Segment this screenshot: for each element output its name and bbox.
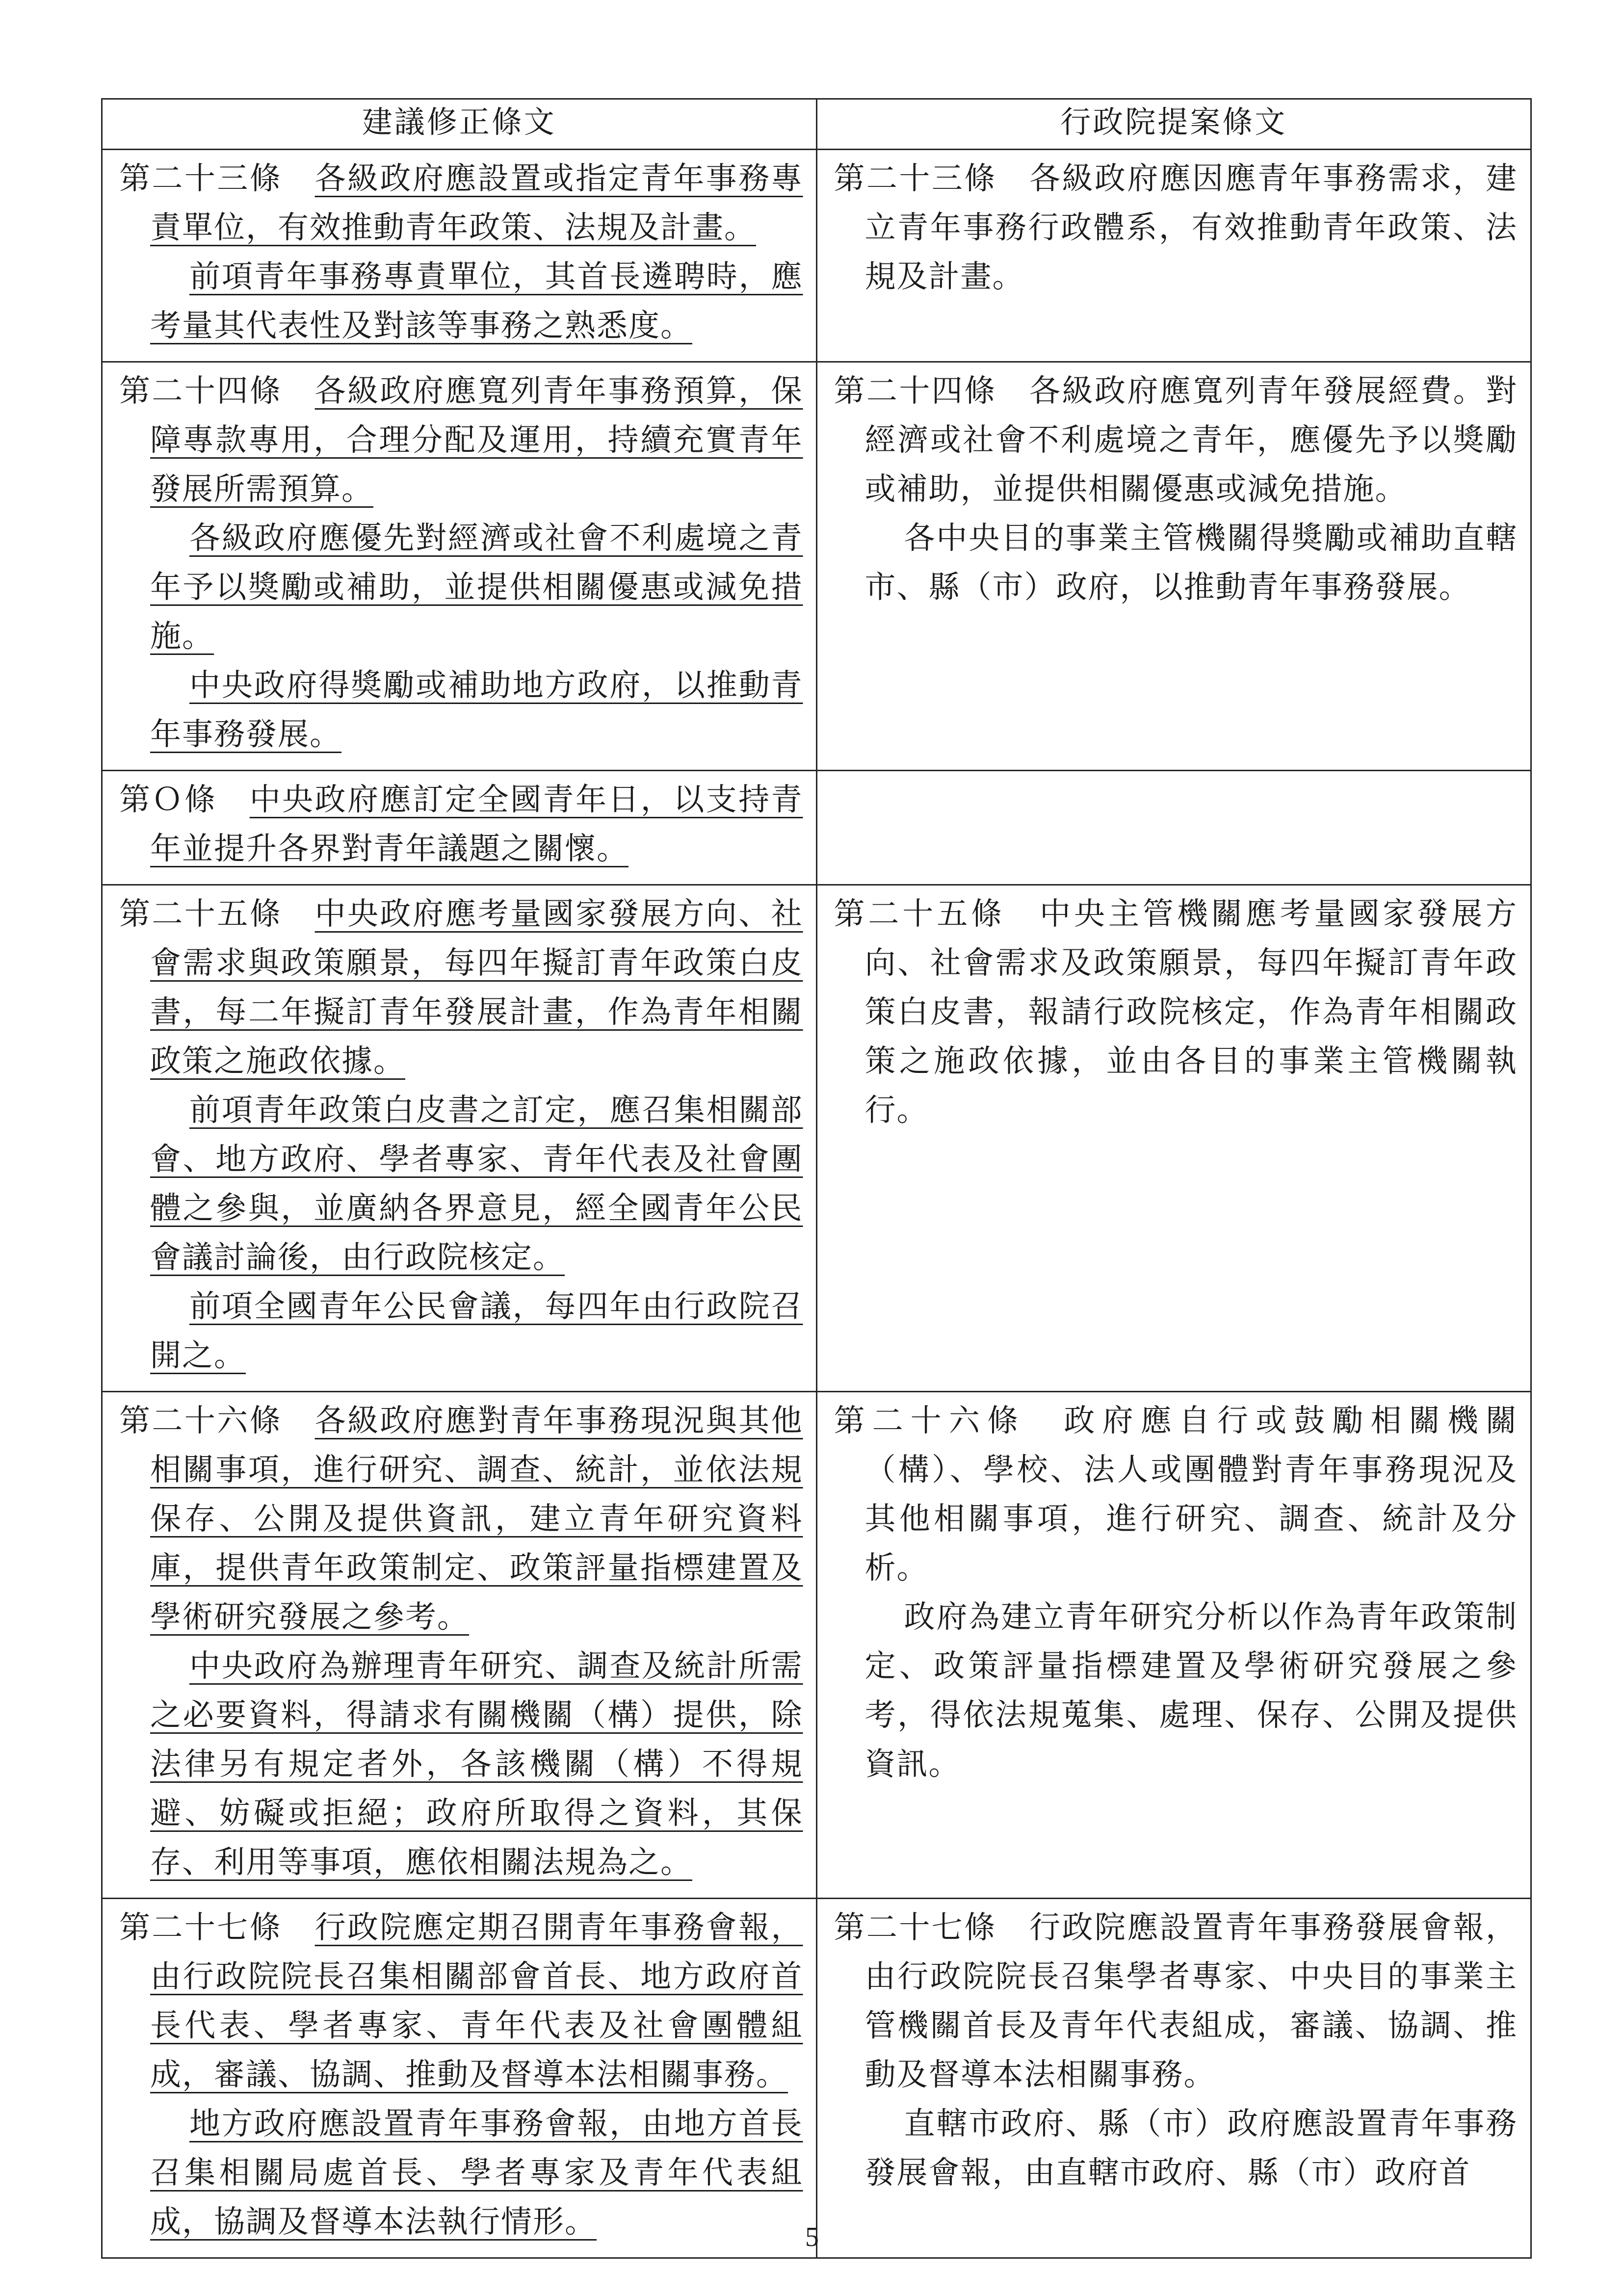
plain-text: 各中央目的事業主管機關得獎勵或補助直轄市、縣（市）政府，以推動青年事務發展。 [864,521,1518,605]
article-paragraph [834,154,1518,301]
table-row [102,150,1531,362]
article-paragraph [834,1903,1518,2099]
clause-paragraph [834,1592,1518,1789]
plain-text: 第二十六條 政府應自行或鼓勵相關機關（構）、學校、法人或團體對青年事務現況及其他相關事項，進行研究、調查、統計及分析。 [834,1404,1518,1586]
plain-text: 第二十三條 [119,161,315,196]
underlined-text: 前項青年事務專責單位，其首長遴聘時，應考量其代表性及對該等事務之熟悉度。 [150,260,803,343]
proposal-cell [816,150,1531,362]
column-header-proposal: 行政院提案條文 [816,99,1531,150]
clause-paragraph [834,2099,1518,2197]
header-row [102,99,1531,150]
underlined-text: 行政院應定期召開青年事務會報，由行政院院長召集相關部會首長、地方政府首長代表、學者專家、青年代表及社會團體組成，審議、協調、推動及督導本法相關事務。 [150,1910,803,2092]
proposal-cell [816,771,1531,885]
underlined-text: 中央政府得獎勵或補助地方政府，以推動青年事務發展。 [150,668,803,752]
plain-text: 政府為建立青年研究分析以作為青年政策制定、政策評量指標建置及學術研究發展之參考，得依法規蒐集、處理、保存、公開及提供資訊。 [864,1600,1518,1782]
plain-text: 直轄市政府、縣（市）政府應設置青年事務發展會報，由直轄市政府、縣（市）政府首 [864,2107,1518,2191]
table-row [102,771,1531,885]
article-paragraph [119,775,803,873]
article-paragraph [119,1903,803,2099]
table-row [102,885,1531,1392]
comparison-table [101,98,1532,2259]
clause-paragraph [119,661,803,759]
clause-paragraph [834,514,1518,612]
proposal-cell [816,1899,1531,2258]
underlined-text: 前項青年政策白皮書之訂定，應召集相關部會、地方政府、學者專家、青年代表及社會團體之參與，並廣納各界意見，經全國青年公民會議討論後，由行政院核定。 [150,1093,803,1275]
table-header [102,99,1531,150]
page-number: 5 [805,2222,819,2252]
underlined-text: 各級政府應優先對經濟或社會不利處境之青年予以獎勵或補助，並提供相關優惠或減免措施。 [150,521,803,654]
underlined-text: 各級政府應對青年事務現況與其他相關事項，進行研究、調查、統計，並依法規保存、公開及提供資訊，建立青年研究資料庫，提供青年政策制定、政策評量指標建置及學術研究發展之參考。 [150,1404,803,1635]
clause-paragraph [119,252,803,350]
plain-text: 第二十三條 各級政府應因應青年事務需求，建立青年事務行政體系，有效推動青年政策、法規及計畫。 [834,161,1518,294]
amendment-cell [102,1392,817,1899]
clause-paragraph [119,514,803,661]
underlined-text: 中央政府應訂定全國青年日，以支持青年並提升各界對青年議題之關懷。 [150,783,803,866]
plain-text: 第二十五條 [119,897,315,932]
table-row [102,1899,1531,2258]
amendment-cell [102,771,817,885]
table-row [102,362,1531,771]
plain-text: 第二十四條 [119,374,315,409]
table-row [102,1392,1531,1899]
underlined-text: 各級政府應寬列青年事務預算，保障專款專用，合理分配及運用，持續充實青年發展所需預算。 [150,374,803,507]
amendment-cell [102,1899,817,2258]
article-paragraph [119,154,803,252]
article-paragraph [119,889,803,1086]
article-paragraph [119,1396,803,1642]
plain-text: 第二十五條 中央主管機關應考量國家發展方向、社會需求及政策願景，每四年擬訂青年政策白皮書，報請行政院核定，作為青年相關政策之施政依據，並由各目的事業主管機關執行。 [834,897,1518,1128]
clause-paragraph [119,1086,803,1282]
amendment-cell [102,362,817,771]
plain-text: 第二十七條 [119,1910,315,1945]
proposal-cell [816,362,1531,771]
amendment-cell [102,885,817,1392]
article-paragraph [834,366,1518,514]
plain-text: 第二十六條 [119,1404,315,1438]
article-paragraph [834,1396,1518,1592]
column-header-amendment: 建議修正條文 [102,99,817,150]
article-paragraph [834,889,1518,1135]
clause-paragraph [119,1282,803,1380]
amendment-cell [102,150,817,362]
underlined-text: 中央政府為辦理青年研究、調查及統計所需之必要資料，得請求有關機關（構）提供，除法律另有規定者外，各該機關（構）不得規避、妨礙或拒絕；政府所取得之資料，其保存、利用等事項，應依相關法規為之。 [150,1649,803,1880]
underlined-text: 前項全國青年公民會議，每四年由行政院召開之。 [150,1289,803,1373]
plain-text: 第二十七條 行政院應設置青年事務發展會報，由行政院院長召集學者專家、中央目的事業主管機關首長及青年代表組成，審議、協調、推動及督導本法相關事務。 [834,1910,1518,2092]
plain-text: 第Ｏ條 [119,783,250,817]
underlined-text: 中央政府應考量國家發展方向、社會需求與政策願景，每四年擬訂青年政策白皮書，每二年擬訂青年發展計畫，作為青年相關政策之施政依據。 [150,897,803,1079]
underlined-text: 地方政府應設置青年事務會報，由地方首長召集相關局處首長、學者專家及青年代表組成，協調及督導本法執行情形。 [150,2107,803,2240]
table-body [102,150,1531,2258]
clause-paragraph [119,1642,803,1887]
proposal-cell [816,1392,1531,1899]
proposal-cell [816,885,1531,1392]
plain-text: 第二十四條 各級政府應寬列青年發展經費。對經濟或社會不利處境之青年，應優先予以獎勵或補助，並提供相關優惠或減免措施。 [834,374,1518,507]
article-paragraph [119,366,803,514]
underlined-text: 各級政府應設置或指定青年事務專責單位，有效推動青年政策、法規及計畫。 [150,161,803,245]
